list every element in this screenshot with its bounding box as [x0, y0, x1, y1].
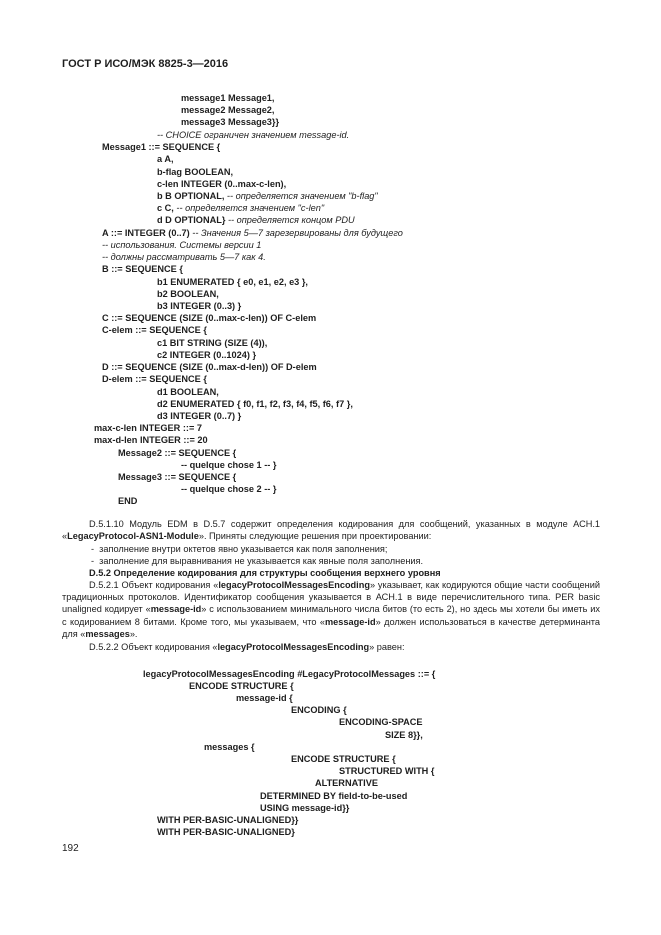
code-line: Message1 ::= SEQUENCE {	[102, 142, 221, 152]
code-line: DETERMINED BY field-to-be-used	[260, 791, 408, 801]
code-line: d3 INTEGER (0..7) }	[157, 411, 242, 421]
code-line: b-flag BOOLEAN,	[157, 167, 234, 177]
paragraph-d-5-1-10: D.5.1.10 Модуль EDM в D.5.7 содержит определения кодирования для сообщений, указанных в модуле АСН.1 «LegacyProtocol-ASN1-Module». Приняты следующие решения при проектировании:	[62, 519, 600, 542]
section-heading: D.5.2 Определение кодирования для структуры сообщения верхнего уровня	[89, 568, 441, 578]
code-line: d D OPTIONAL} -- определяется концом PDU	[157, 215, 355, 225]
code-line: d2 ENUMERATED { f0, f1, f2, f3, f4, f5, f6, f7 },	[157, 399, 353, 409]
code-line: messages {	[204, 742, 255, 752]
code-line: A ::= INTEGER (0..7) -- Значения 5—7 зарезервированы для будущего	[102, 228, 403, 238]
code-line: max-c-len INTEGER ::= 7	[94, 423, 202, 433]
code-line: a A,	[157, 154, 174, 164]
page-number: 192	[62, 843, 79, 854]
code-line: USING message-id}}	[260, 803, 350, 813]
code-line: message-id {	[236, 693, 293, 703]
code-line: b1 ENUMERATED { e0, e1, e2, e3 },	[157, 277, 308, 287]
code-line: WITH PER-BASIC-UNALIGNED}	[157, 827, 295, 837]
list-item: - заполнение внутри октетов явно указывается как поля заполнения;	[91, 544, 388, 554]
code-line: ALTERNATIVE	[315, 778, 378, 788]
code-line: b3 INTEGER (0..3) }	[157, 301, 242, 311]
code-line: STRUCTURED WITH {	[339, 766, 435, 776]
code-line: -- quelque chose 1 -- }	[181, 460, 277, 470]
code-line: D ::= SEQUENCE (SIZE (0..max-d-len)) OF D-elem	[102, 362, 317, 372]
code-line: c2 INTEGER (0..1024) }	[157, 350, 257, 360]
code-line: c1 BIT STRING (SIZE (4)),	[157, 338, 268, 348]
code-line: ENCODING-SPACE	[339, 717, 423, 727]
code-line: D-elem ::= SEQUENCE {	[102, 374, 207, 384]
code-line: c C, -- определяется значением "c-len"	[157, 203, 325, 213]
code-line: -- использования. Системы версии 1	[102, 240, 262, 250]
code-line: d1 BOOLEAN,	[157, 387, 219, 397]
code-line: -- CHOICE ограничен значением message-id.	[157, 130, 350, 140]
code-line: C ::= SEQUENCE (SIZE (0..max-c-len)) OF C-elem	[102, 313, 317, 323]
code-line: WITH PER-BASIC-UNALIGNED}}	[157, 815, 299, 825]
code-line: message1 Message1,	[181, 93, 275, 103]
code-line: ENCODE STRUCTURE {	[189, 681, 294, 691]
code-line: message2 Message2,	[181, 105, 275, 115]
code-line: ENCODE STRUCTURE {	[291, 754, 396, 764]
code-line: B ::= SEQUENCE {	[102, 264, 183, 274]
paragraph-d-5-2-1: D.5.2.1 Объект кодирования «legacyProtocolMessagesEncoding» указывает, как кодируются общие части сообщений традиционных протоколов. Идентификатор сообщения указывается в АСН.1 в виде перечислительного типа. PER basic unaligned кодирует «message-id» с использованием минимального числа битов (то есть 2), но здесь мы хотели бы иметь их с кодированием 8 битами. Кроме того, мы указываем, что «message-id» должен использоваться в качестве детерминанта для «messages».	[62, 580, 601, 639]
code-line: Message3 ::= SEQUENCE {	[118, 472, 237, 482]
code-line: c-len INTEGER (0..max-c-len),	[157, 179, 287, 189]
code-line: END	[118, 496, 138, 506]
code-line: -- quelque chose 2 -- }	[181, 484, 277, 494]
code-line: legacyProtocolMessagesEncoding #LegacyProtocolMessages ::= {	[143, 669, 436, 679]
code-line: b2 BOOLEAN,	[157, 289, 219, 299]
code-line: -- должны рассматривать 5—7 как 4.	[102, 252, 266, 262]
code-line: Message2 ::= SEQUENCE {	[118, 448, 237, 458]
code-line: b B OPTIONAL, -- определяется значением "b-flag"	[157, 191, 378, 201]
list-item: - заполнение для выравнивания не указывается как явные поля заполнения.	[91, 556, 424, 566]
code-line: C-elem ::= SEQUENCE {	[102, 325, 207, 335]
code-line: SIZE 8}},	[385, 730, 423, 740]
document-header: ГОСТ Р ИСО/МЭК 8825-3—2016	[62, 58, 229, 70]
paragraph-d-5-2-2: D.5.2.2 Объект кодирования «legacyProtocolMessagesEncoding» равен:	[89, 642, 405, 652]
code-line: message3 Message3}}	[181, 117, 280, 127]
code-line: max-d-len INTEGER ::= 20	[94, 435, 208, 445]
code-line: ENCODING {	[291, 705, 347, 715]
